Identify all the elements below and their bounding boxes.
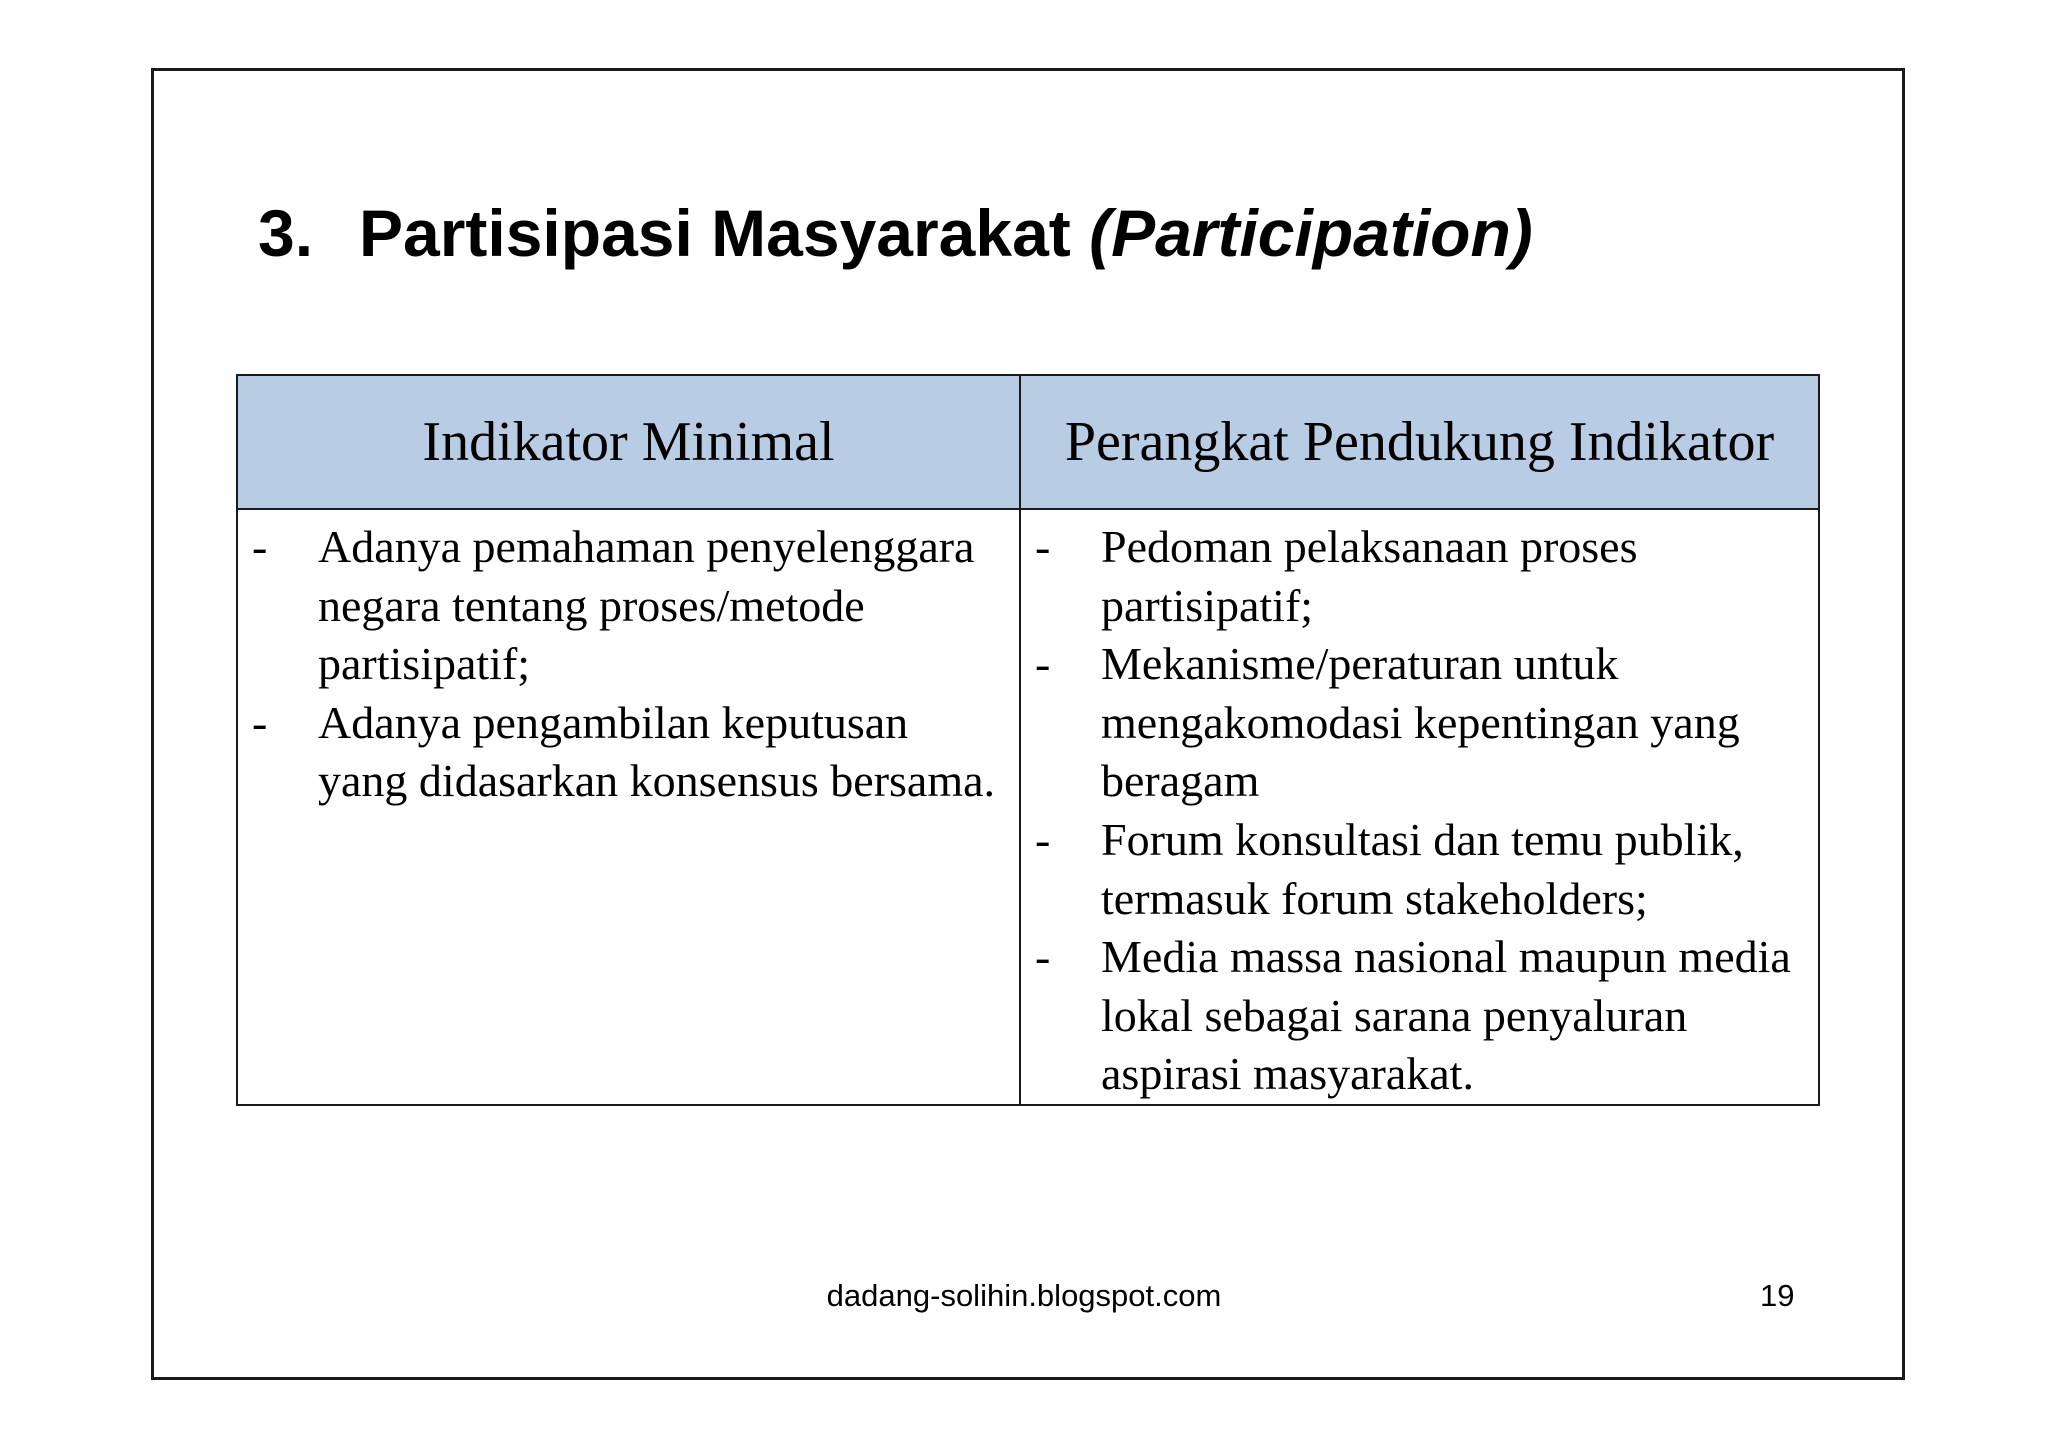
dash-bullet: - <box>1035 521 1051 572</box>
indicator-table <box>236 374 1820 1106</box>
table-header-row <box>237 375 1819 509</box>
list-item <box>1021 928 1818 1104</box>
header-indikator-minimal: Indikator Minimal <box>237 375 1020 509</box>
left-list <box>238 518 1019 811</box>
list-item <box>238 694 1019 811</box>
dash-bullet: - <box>1035 813 1051 865</box>
left-cell <box>237 509 1020 1105</box>
list-item-text: Media massa nasional maupun media lokal sebagai sarana penyaluran aspirasi masyarakat. <box>1101 931 1791 1100</box>
list-item <box>238 518 1019 694</box>
dash-bullet: - <box>252 696 268 748</box>
right-list <box>1021 518 1818 1104</box>
header-perangkat-pendukung: Perangkat Pendukung Indikator <box>1020 375 1819 509</box>
dash-bullet: - <box>252 521 268 572</box>
list-item-text: Pedoman pelaksanaan proses partisipatif; <box>1101 521 1638 631</box>
title-italic: (Participation) <box>1089 196 1533 270</box>
footer-url: dadang-solihin.blogspot.com <box>826 1278 1222 1313</box>
list-item <box>1021 635 1818 811</box>
dash-bullet: - <box>1035 931 1051 983</box>
list-item <box>1021 518 1818 635</box>
title-main: Partisipasi Masyarakat <box>359 196 1090 270</box>
list-item-text: Mekanisme/peraturan untuk mengakomodasi kepentingan yang beragam <box>1101 638 1740 807</box>
table-body-row <box>237 509 1819 1105</box>
page-number: 19 <box>1760 1278 1795 1313</box>
right-cell <box>1020 509 1819 1105</box>
slide-title <box>258 188 1533 278</box>
list-item-text: Adanya pengambilan keputusan yang didasarkan konsensus bersama. <box>318 696 996 807</box>
title-number: 3. <box>258 196 314 270</box>
dash-bullet: - <box>1035 638 1051 690</box>
list-item <box>1021 811 1818 928</box>
list-item-text: Forum konsultasi dan temu publik, termasuk forum stakeholders; <box>1101 813 1744 924</box>
list-item-text: Adanya pemahaman penyelenggara negara tentang proses/metode partisipatif; <box>318 521 975 690</box>
